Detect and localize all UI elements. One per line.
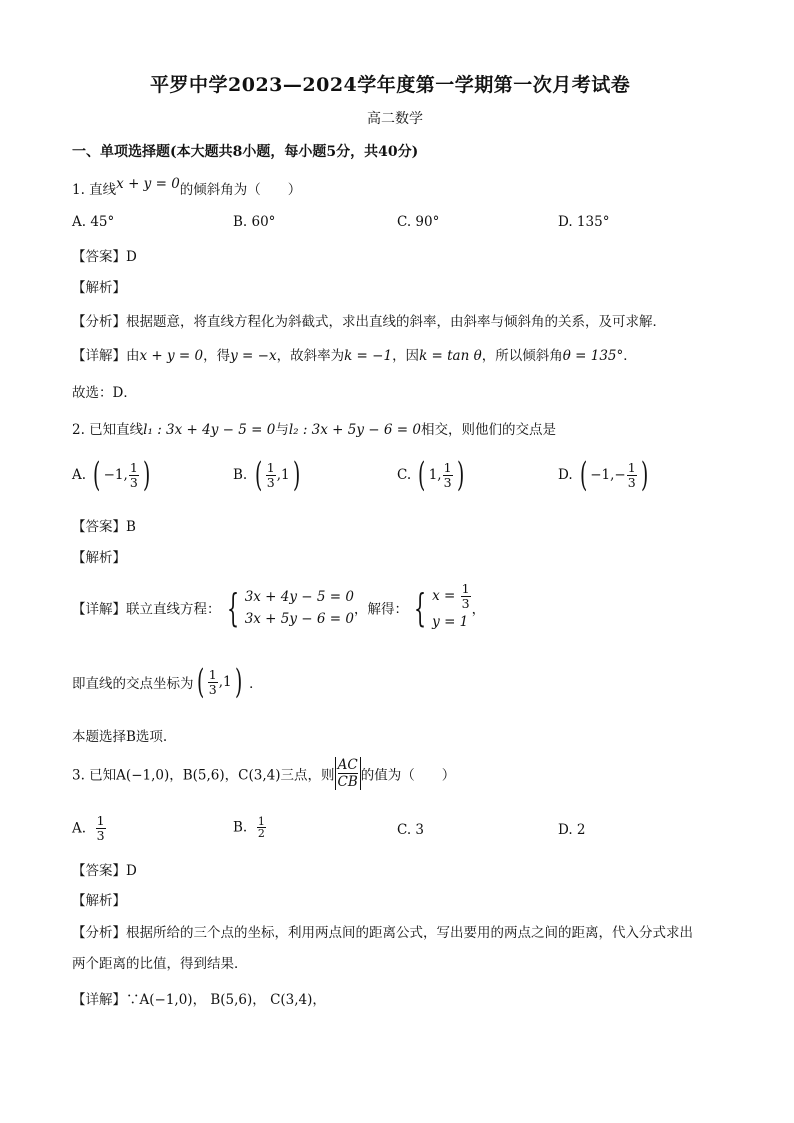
q3-ratio-cb: CB [337,774,358,790]
q3-stem-pre: 3. 已知A(−1,0)，B(5,6)，C(3,4)三点，则 [72,767,335,784]
q2-sol-x: x = [432,588,456,604]
q1-conclusion: 故选：D． [72,385,137,401]
q3-option-b [233,816,267,839]
q2-stem-post: 相交，则他们的交点是 [420,422,556,438]
q2-inter-tail: ,1 [218,674,232,690]
q2-option-d [558,455,651,495]
q1-option-c: C. 90° [397,214,440,230]
q3-option-a-fraction: $\frac{1}{3}$ [96,813,105,843]
q1-detail-text-4: ，所以倾斜角 [481,348,563,364]
q3-stem [72,757,455,790]
q2-option-c [397,455,467,495]
q2-eq2: 3x + 5y − 6 = 0 [244,610,354,627]
q2-inter-text: 即直线的交点坐标为 [72,676,194,692]
q2-eq1: 3x + 4y − 5 = 0 [244,588,354,605]
q1-detail-label: 【详解】由 [72,348,140,364]
q2-paren-open: ( [579,455,588,495]
q2-paren-open: ( [254,455,262,495]
q2-sol-x-fraction: $\frac{1}{3}$ [461,581,470,611]
q3-option-a [72,814,107,843]
q2-detail [72,582,485,633]
q2-stem [72,418,556,438]
q3-ratio-ac: AC [337,757,358,773]
q2-paren-close: ) [234,662,242,702]
q1-detail-math-1: x + y = 0 [139,348,204,364]
q1-stem-post: 的倾斜角为（ ） [179,182,302,198]
q3-option-d: D. 2 [558,822,586,838]
q2-detail-label: 【详解】联立直线方程： [72,601,221,618]
q3-ratio [335,757,361,790]
q1-detail-math-2: y = −x [230,348,277,364]
q3-fenxi-line1: 【分析】根据所给的三个点的坐标，利用两点间的距离公式，写出要用的两点之间的距离，代入分式求出 [72,925,693,941]
q2-sol-comma: ， [471,601,486,618]
q1-option-b: B. 60° [233,214,276,230]
q3-fenxi-line2: 两个距离的比值，得到结果． [72,956,248,972]
q3-option-b-fraction: $\frac{1}{2}$ [257,815,265,840]
q2-option-b [233,455,303,495]
q1-answer: 【答案】D [72,249,137,265]
q3-option-a-label: A. [72,820,87,837]
q3-option-c: C. 3 [397,822,425,838]
q2-option-a-label: A. [72,467,87,483]
q1-detail-math-5: θ = 135° [562,348,624,364]
q2-option-a-fraction: $\frac{1}{3}$ [129,459,138,490]
q3-stem-post: 的值为（ ） [360,767,456,784]
page-title: 平罗中学2023—2024学年度第一学期第一次月考试卷 [150,74,631,96]
q1-option-a: A. 45° [72,214,115,230]
q2-system [245,586,354,630]
q2-stem-mid: 与 [275,422,289,438]
q2-intersection [72,662,263,702]
q2-jiexi: 【解析】 [72,550,126,566]
q3-detail: 【详解】∵A(−1,0)， B(5,6)， C(3,4)， [72,992,326,1008]
q2-paren-close: ) [142,455,151,495]
q1-detail-text-3: ，因 [392,348,420,364]
q1-detail-text-1: ，得 [203,348,231,364]
q2-option-d-label: D. [558,467,573,483]
q1-fenxi: 【分析】根据题意，将直线方程化为斜截式，求出直线的斜率，由斜率与倾斜角的关系，及可求解． [72,314,666,330]
q3-jiexi: 【解析】 [72,893,126,909]
q1-detail [72,344,637,364]
q2-option-c-label: C. [397,467,412,483]
q2-option-b-label: B. [233,467,248,483]
q1-option-d: D. 135° [558,214,610,230]
q2-paren-open: ( [418,455,426,495]
q2-sol-x-row [432,582,471,611]
q2-line-l2: l₂ : 3x + 5y − 6 = 0 [288,422,421,438]
q2-option-c-fraction: $\frac{1}{3}$ [443,459,452,490]
q1-detail-text-2: ，故斜率为 [276,348,345,364]
q2-option-c-lead: 1, [428,467,442,483]
q1-stem-math: x + y = 0 [116,176,180,192]
q2-paren-close: ) [640,455,648,495]
q2-option-a [72,455,153,495]
q2-paren-close: ) [456,455,464,495]
q2-system-brace: { [226,585,239,630]
q2-option-b-fraction: $\frac{1}{3}$ [266,459,275,490]
q1-jiexi: 【解析】 [72,280,126,296]
q2-paren-close: ) [292,455,300,495]
q1-detail-text-5: ． [623,348,637,364]
q2-conclusion: 本题选择B选项. [72,729,168,745]
q3-answer: 【答案】D [72,863,137,879]
q2-line-l1: l₁ : 3x + 4y − 5 = 0 [143,422,276,438]
q2-sol-y: y = 1 [432,614,469,630]
q2-option-d-fraction: $\frac{1}{3}$ [627,459,636,490]
q3-option-b-label: B. [233,819,248,836]
q1-stem-pre: 1. 直线 [72,182,117,198]
q1-detail-math-3: k = −1 [344,348,393,364]
q2-paren-open: ( [196,662,204,702]
q2-solve-text: ，解得： [353,601,408,618]
q2-paren-open: ( [93,455,101,495]
q1-stem [72,178,301,198]
q2-answer: 【答案】B [72,519,136,535]
section-heading: 一、单项选择题(本大题共8小题，每小题5分，共40分) [72,144,419,160]
q2-solution-brace: { [414,585,427,630]
q2-solution [432,582,471,633]
q2-inter-period: ． [249,676,263,692]
page-subtitle: 高二数学 [367,111,423,127]
q1-detail-math-4: k = tan θ [419,348,482,364]
q2-option-d-lead: −1,− [590,467,626,483]
q2-stem-pre: 2. 已知直线 [72,422,144,438]
q2-inter-fraction: $\frac{1}{3}$ [208,666,217,697]
q2-option-a-lead: −1, [103,467,128,483]
q2-option-b-tail: ,1 [276,467,290,483]
